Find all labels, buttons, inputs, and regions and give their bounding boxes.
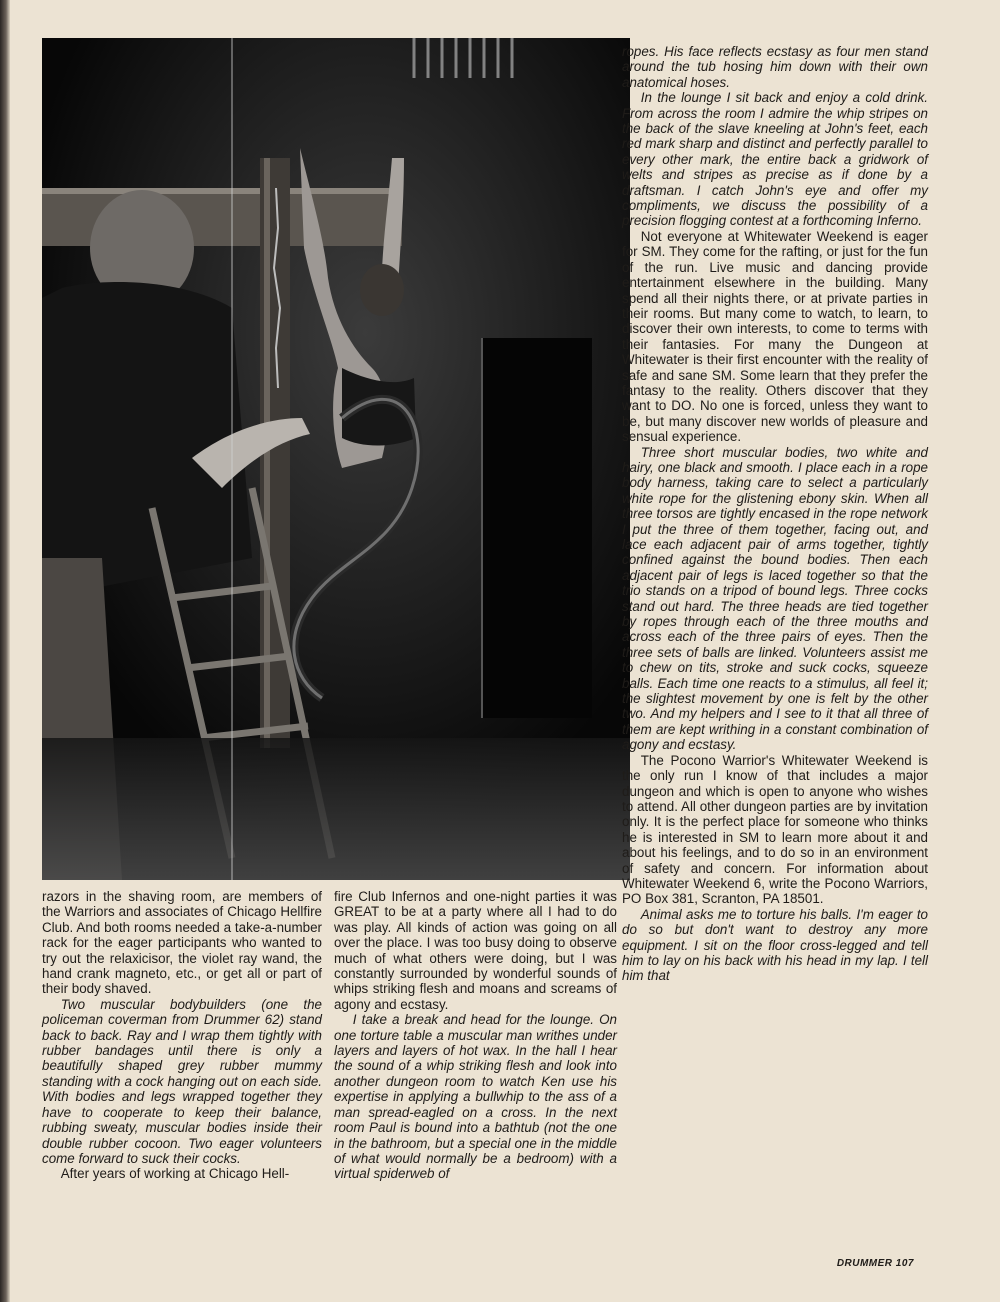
paragraph: The Pocono Warrior's Whitewater Weekend is the only run I know of that includes a major dungeon and which is open to anyone who wishes to attend. All other dungeon parties are by invitation only. It is the perfect place for someone who thinks he is interested in SM to learn more about it and about his feelings, and to do so in an environment of safety and concern. For information about Whitewater Weekend 6, write the Pocono Warriors, PO Box 381, Scranton, PA 18501. bbox=[622, 752, 928, 907]
column-1 bbox=[42, 889, 322, 1182]
paragraph: Not everyone at Whitewater Weekend is eager for SM. They come for the rafting, or just for the fun of the run. Live music and dancing provide entertainment elsewhere in the building. Many spend all their nights there, or at private parties in their rooms. But many come to watch, to learn, to discover their own interests, to come to terms with their fantasies. For many the Dungeon at Whitewater is their first encounter with the reality of safe and sane SM. Some learn that they prefer the fantasy to the reality. Others discover that they want to DO. No one is forced, unless they want to be, but many discover new worlds of pleasure and sensual experience. bbox=[622, 228, 928, 445]
paragraph: fire Club Infernos and one-night parties it was GREAT to be at a party where all I had to do was play. All kinds of action was going on all over the place. I was too busy doing to observe much of what others were doing, but I was constantly surrounded by wonderful sounds of whips striking flesh and moans and screams of agony and ecstasy. bbox=[334, 889, 617, 1012]
photograph-icon bbox=[42, 38, 630, 880]
paragraph: ropes. His face reflects ecstasy as four men stand around the tub hosing him down with their own anatomical hoses. bbox=[622, 44, 928, 90]
column-3 bbox=[622, 44, 928, 984]
paragraph: After years of working at Chicago Hell- bbox=[60, 1166, 290, 1182]
column-2 bbox=[334, 889, 617, 1182]
paragraph: I take a break and head for the lounge. On one torture table a muscular man writhes under layers and layers of hot wax. In the hall I hear the sound of a whip striking flesh and look into another dungeon room to watch Ken use his expertise in applying a bullwhip to the ass of a man spread-eagled on a cross. In the next room Paul is bound into a bathtub (not the one in the bathroom, but a special one in the middle of what would normally be a bedroom) with a virtual spiderweb of bbox=[334, 1012, 617, 1182]
paragraph: Three short muscular bodies, two white and hairy, one black and smooth. I place each in a rope body harness, taking care to select a particularly white rope for the glistening ebony skin. When all three torsos are tightly encased in the rope network I put the three of them together, facing out, and lace each adjacent pair of arms together, tightly confined against the bound bodies. Then each adjacent pair of legs is laced together so that the trio stands on a tripod of bound legs. Three cocks stand out hard. The three heads are tied together by ropes through each of the three mouths and across each of the three pairs of eyes. Then the three sets of balls are linked. Volunteers assist me to chew on tits, stroke and suck cocks, squeeze balls. Each time one reacts to a stimulus, all feel it; the slightest movement by one is felt by the other two. And my helpers and I see to it that all three of them are kept writhing in a constant combination of agony and ecstasy. bbox=[622, 444, 928, 753]
binding-edge bbox=[0, 0, 10, 1302]
paragraph: Two muscular bodybuilders (one the policeman coverman from Drummer 62) stand back to back. Ray and I wrap them tightly with rubber bandages until there is only a beautifully shaped grey rubber mummy standing with a cock hanging out on each side. With bodies and legs wrapped together they have to cooperate to keep their balance, rubbing sweaty, muscular bodies inside their double rubber cocoon. Two eager volunteers come forward to suck their cocks. bbox=[42, 996, 322, 1166]
photograph bbox=[42, 38, 630, 880]
paragraph: razors in the shaving room, are members of the Warriors and associates of Chicago Hellfire Club. And both rooms needed a take-a-number rack for the eager participants who wanted to try out the relaxicisor, the violet ray wand, the hand crank magneto, etc., or get all or part of their body shaved. bbox=[42, 889, 322, 997]
paragraph: In the lounge I sit back and enjoy a cold drink. From across the room I admire the whip stripes on the back of the slave kneeling at John's feet, each red mark sharp and distinct and perfectly parallel to every other mark, the entire back a gridwork of welts and stripes as precise as if done by a draftsman. I catch John's eye and offer my compliments, we discuss the possibility of a precision flogging contest at a forthcoming Inferno. bbox=[622, 90, 928, 229]
paragraph: Animal asks me to torture his balls. I'm eager to do so but don't want to destroy any more equipment. I sit on the floor cross-legged and tell him to lay on his back with his head in my lap. I tell him that bbox=[622, 906, 928, 984]
page-footer: DRUMMER 107 bbox=[836, 1258, 914, 1269]
